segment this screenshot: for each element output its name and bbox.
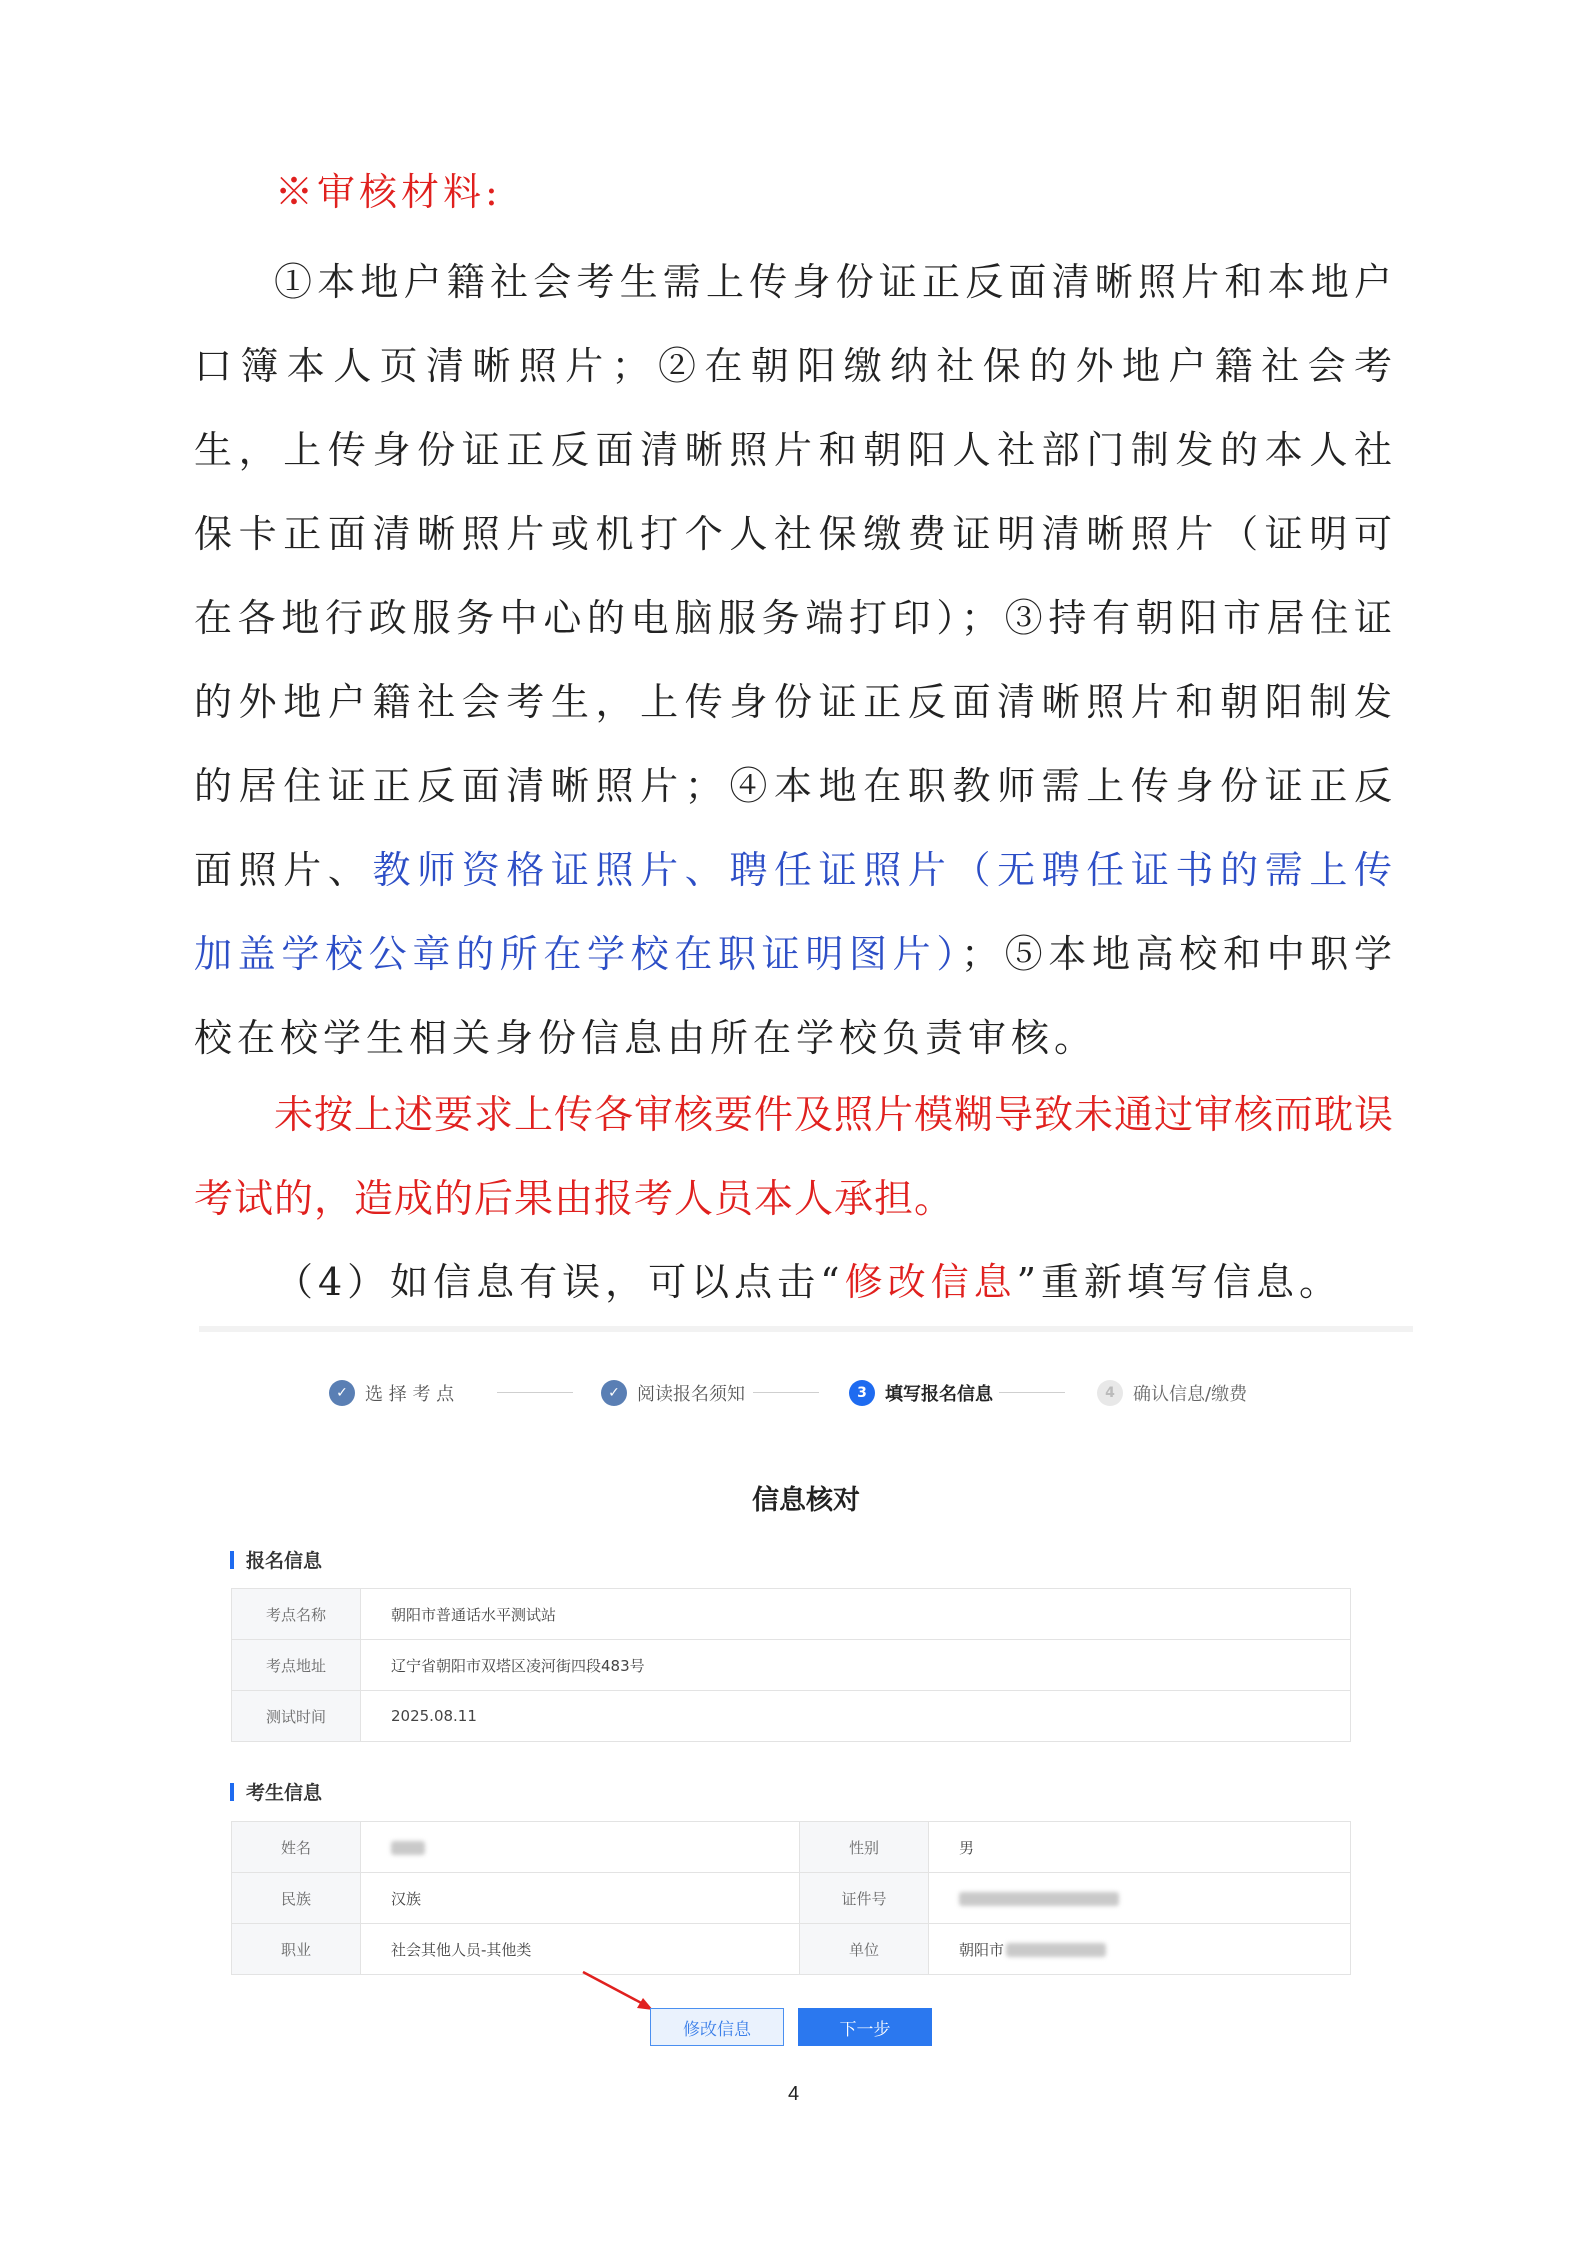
redacted-blur	[391, 1841, 425, 1855]
step-confirm-pay	[1097, 1376, 1247, 1410]
check-icon: ✓	[329, 1380, 355, 1406]
test-time-label: 测试时间	[232, 1691, 361, 1742]
site-addr-value: 辽宁省朝阳市双塔区凌河街四段483号	[361, 1640, 1351, 1691]
section-registration-info	[230, 1546, 322, 1573]
id-number-label: 证件号	[800, 1873, 929, 1924]
section-candidate-info	[230, 1778, 322, 1805]
para-text-blue: 教师资格证照片、聘任证照片（无聘任证书的需上传加盖学校公章的所在学校在职证明图片）	[194, 848, 1397, 976]
gender-value: 男	[929, 1822, 1351, 1873]
page-number: 4	[787, 2083, 800, 2105]
ethnic-value: 汉族	[361, 1873, 800, 1924]
step-select-site	[329, 1376, 454, 1410]
site-name-value: 朝阳市普通话水平测试站	[361, 1589, 1351, 1640]
screenshot-top-divider	[199, 1326, 1413, 1332]
registration-table	[231, 1588, 1351, 1742]
progress-stepper	[329, 1376, 1289, 1410]
section-heading: ※审核材料:	[275, 170, 502, 214]
review-materials-paragraph	[194, 240, 1397, 1080]
para-text-1: ①本地户籍社会考生需上传身份证正反面清晰照片和本地户口簿本人页清晰照片；②在朝阳缴纳社保的外地户籍社会考生，上传身份证正反面清晰照片和朝阳人社部门制发的本人社保卡正面清晰照片或机打个人社保缴费证明清晰照片（证明可在各地行政服务中心的电脑服务端打印）；③持有朝阳市居住证的外地户籍社会考生，上传身份证正反面清晰照片和朝阳制发的居住证正反面清晰照片；④本地在职教师需上传身份证正反面照片、	[194, 260, 1397, 892]
table-row	[232, 1873, 1351, 1924]
table-row	[232, 1589, 1351, 1640]
unit-label: 单位	[800, 1924, 929, 1975]
embedded-screenshot	[199, 1318, 1413, 2058]
para-text-2: ；⑤本地高校和中职学校在校学生相关身份信息由所在学校负责审核。	[194, 932, 1397, 1060]
section-bar-icon	[230, 1551, 234, 1569]
section-bar-icon	[230, 1783, 234, 1801]
step-connector	[753, 1392, 819, 1393]
step-label: 填写报名信息	[885, 1384, 993, 1405]
name-value	[361, 1822, 800, 1873]
table-row	[232, 1691, 1351, 1742]
job-label: 职业	[232, 1924, 361, 1975]
edit-info-button[interactable]: 修改信息	[650, 2008, 784, 2046]
red-arrow-icon	[581, 1968, 661, 2018]
table-row	[232, 1640, 1351, 1691]
redacted-blur	[959, 1892, 1119, 1906]
unit-text: 朝阳市	[959, 1940, 1005, 1959]
step4-instruction	[275, 1240, 1395, 1324]
step-number-icon: 4	[1097, 1380, 1123, 1406]
ethnic-label: 民族	[232, 1873, 361, 1924]
step-connector	[999, 1392, 1065, 1393]
screenshot-title: 信息核对	[752, 1485, 860, 1516]
section-title-text: 报名信息	[246, 1550, 323, 1572]
step-label: 阅读报名须知	[637, 1384, 745, 1405]
test-time-value: 2025.08.11	[361, 1691, 1351, 1742]
step4-suffix: ”重新填写信息。	[1016, 1260, 1343, 1304]
job-value: 社会其他人员-其他类	[361, 1924, 800, 1975]
site-name-label: 考点名称	[232, 1589, 361, 1640]
unit-value	[929, 1924, 1351, 1975]
step-label: 确认信息/缴费	[1133, 1384, 1248, 1405]
step4-prefix: （4）如信息有误，可以点击“	[275, 1260, 845, 1304]
step-fill-info	[849, 1376, 993, 1410]
step-label: 选 择 考 点	[365, 1384, 455, 1405]
site-addr-label: 考点地址	[232, 1640, 361, 1691]
warning-paragraph: 未按上述要求上传各审核要件及照片模糊导致未通过审核而耽误考试的，造成的后果由报考人员本人承担。	[194, 1093, 1395, 1222]
candidate-table	[231, 1821, 1351, 1975]
name-label: 姓名	[232, 1822, 361, 1873]
step-connector	[497, 1392, 573, 1393]
next-step-button[interactable]: 下一步	[798, 2008, 932, 2046]
table-row	[232, 1924, 1351, 1975]
table-row	[232, 1822, 1351, 1873]
section-title-text: 考生信息	[246, 1782, 323, 1804]
id-number-value	[929, 1873, 1351, 1924]
redacted-blur	[1006, 1943, 1106, 1957]
step4-link-text: 修改信息	[844, 1260, 1017, 1304]
step-read-notice	[601, 1376, 745, 1410]
step-number-icon: 3	[849, 1380, 875, 1406]
gender-label: 性别	[800, 1822, 929, 1873]
check-icon: ✓	[601, 1380, 627, 1406]
